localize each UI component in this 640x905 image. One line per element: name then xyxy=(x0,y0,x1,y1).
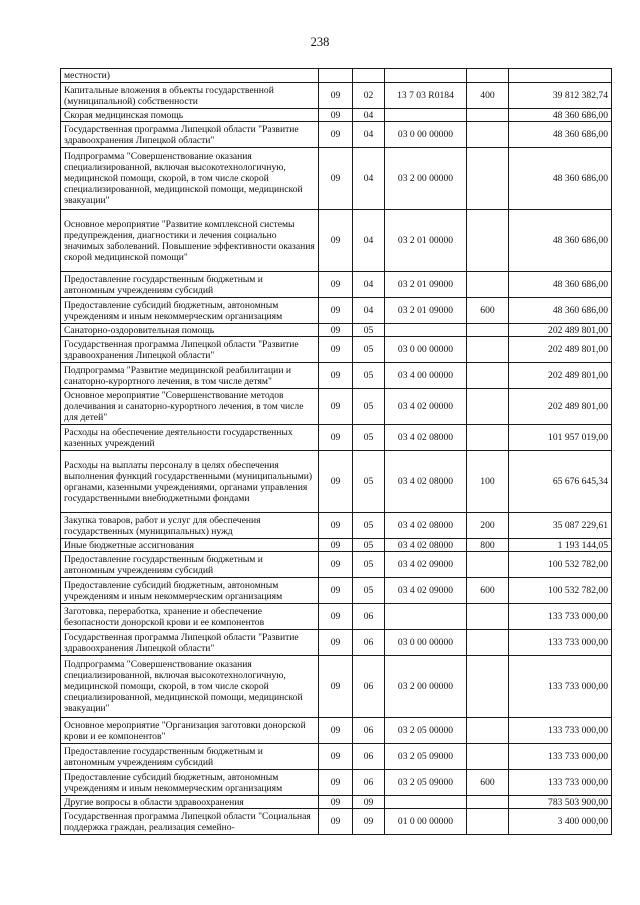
cell-section: 09 xyxy=(319,513,353,539)
cell-amount: 48 360 686,00 xyxy=(509,109,612,122)
table-row xyxy=(61,272,612,298)
cell-amount: 133 733 000,00 xyxy=(509,770,612,796)
cell-description: Основное мероприятие "Развитие комплексной системы предупреждения, диагностики и лечения социально значимых заболеваний. Повышение эффективности оказания скорой медицинской помощи" xyxy=(61,210,319,272)
cell-description: Закупка товаров, работ и услуг для обеспечения государственных (муниципальных) нужд xyxy=(61,513,319,539)
cell-description: Заготовка, переработка, хранение и обеспечение безопасности донорской крови и ее компонентов xyxy=(61,604,319,630)
cell-description: Основное мероприятие "Совершенствование методов долечивания и санаторно-курортного лечения, в том числе для детей" xyxy=(61,389,319,425)
cell-expense-type: 200 xyxy=(467,513,509,539)
cell-description: Государственная программа Липецкой области "Развитие здравоохранения Липецкой области" xyxy=(61,630,319,656)
cell-amount: 39 812 382,74 xyxy=(509,83,612,109)
cell-target-article: 03 2 01 00000 xyxy=(385,210,467,272)
cell-section: 09 xyxy=(319,656,353,718)
cell-amount: 783 503 900,00 xyxy=(509,796,612,809)
cell-amount: 202 489 801,00 xyxy=(509,363,612,389)
cell-expense-type: 600 xyxy=(467,298,509,324)
cell-target-article xyxy=(385,324,467,337)
cell-description: Государственная программа Липецкой области "Социальная поддержка граждан, реализация семейно- xyxy=(61,809,319,835)
cell-target-article: 03 2 01 09000 xyxy=(385,272,467,298)
cell-description: Подпрограмма "Совершенствование оказания специализированной, включая высокотехнологичную, медицинской помощи, скорой, в том числе скорой специализированной, медицинской помощи, медицинской эвакуации" xyxy=(61,148,319,210)
table-row xyxy=(61,363,612,389)
cell-subsection: 06 xyxy=(353,656,385,718)
cell-amount: 133 733 000,00 xyxy=(509,630,612,656)
cell-amount: 101 957 019,00 xyxy=(509,425,612,451)
cell-target-article: 01 0 00 00000 xyxy=(385,809,467,835)
cell-description: Предоставление государственным бюджетным и автономным учреждениям субсидий xyxy=(61,272,319,298)
cell-expense-type xyxy=(467,630,509,656)
cell-description: Подпрограмма "Совершенствование оказания специализированной, включая высокотехнологичную, медицинской помощи, скорой, в том числе скорой специализированной, медицинской помощи, медицинской эвакуации" xyxy=(61,656,319,718)
table-row xyxy=(61,718,612,744)
cell-amount: 65 676 645,34 xyxy=(509,451,612,513)
cell-expense-type xyxy=(467,425,509,451)
cell-amount: 133 733 000,00 xyxy=(509,656,612,718)
cell-description: Скорая медицинская помощь xyxy=(61,109,319,122)
cell-description: Предоставление государственным бюджетным и автономным учреждениям субсидий xyxy=(61,552,319,578)
cell-expense-type: 400 xyxy=(467,83,509,109)
cell-expense-type: 600 xyxy=(467,770,509,796)
cell-section: 09 xyxy=(319,83,353,109)
cell-subsection xyxy=(353,69,385,83)
cell-expense-type xyxy=(467,604,509,630)
cell-subsection: 05 xyxy=(353,552,385,578)
cell-description: Государственная программа Липецкой области "Развитие здравоохранения Липецкой области" xyxy=(61,122,319,148)
cell-target-article: 03 4 02 08000 xyxy=(385,513,467,539)
cell-subsection: 04 xyxy=(353,210,385,272)
cell-expense-type xyxy=(467,69,509,83)
cell-section: 09 xyxy=(319,578,353,604)
cell-amount: 35 087 229,61 xyxy=(509,513,612,539)
cell-section: 09 xyxy=(319,809,353,835)
cell-subsection: 05 xyxy=(353,425,385,451)
cell-target-article: 03 4 00 00000 xyxy=(385,363,467,389)
cell-amount: 100 532 782,00 xyxy=(509,578,612,604)
cell-subsection: 05 xyxy=(353,363,385,389)
cell-subsection: 06 xyxy=(353,744,385,770)
cell-description: Расходы на обеспечение деятельности государственных казенных учреждений xyxy=(61,425,319,451)
cell-description: Предоставление субсидий бюджетным, автономным учреждениям и иным некоммерческим организациям xyxy=(61,578,319,604)
table-row xyxy=(61,451,612,513)
cell-expense-type xyxy=(467,210,509,272)
cell-amount: 48 360 686,00 xyxy=(509,210,612,272)
cell-description: Основное мероприятие "Организация заготовки донорской крови и ее компонентов" xyxy=(61,718,319,744)
cell-expense-type xyxy=(467,552,509,578)
cell-target-article: 03 4 02 00000 xyxy=(385,389,467,425)
table-row xyxy=(61,656,612,718)
cell-target-article: 03 0 00 00000 xyxy=(385,337,467,363)
cell-target-article: 03 0 00 00000 xyxy=(385,630,467,656)
cell-expense-type xyxy=(467,324,509,337)
cell-target-article: 03 2 00 00000 xyxy=(385,148,467,210)
cell-amount: 202 489 801,00 xyxy=(509,337,612,363)
cell-expense-type: 600 xyxy=(467,578,509,604)
cell-section xyxy=(319,69,353,83)
cell-section: 09 xyxy=(319,363,353,389)
cell-target-article: 03 2 05 09000 xyxy=(385,744,467,770)
cell-amount xyxy=(509,69,612,83)
cell-section: 09 xyxy=(319,552,353,578)
cell-description: Другие вопросы в области здравоохранения xyxy=(61,796,319,809)
cell-section: 09 xyxy=(319,122,353,148)
cell-subsection: 06 xyxy=(353,770,385,796)
cell-subsection: 05 xyxy=(353,324,385,337)
cell-section: 09 xyxy=(319,796,353,809)
cell-subsection: 04 xyxy=(353,109,385,122)
cell-subsection: 04 xyxy=(353,122,385,148)
cell-subsection: 05 xyxy=(353,337,385,363)
cell-amount: 133 733 000,00 xyxy=(509,718,612,744)
budget-table xyxy=(60,68,612,835)
cell-amount: 48 360 686,00 xyxy=(509,122,612,148)
cell-description: Иные бюджетные ассигнования xyxy=(61,539,319,552)
table-row xyxy=(61,770,612,796)
table-row xyxy=(61,578,612,604)
table-row xyxy=(61,298,612,324)
cell-expense-type xyxy=(467,796,509,809)
cell-section: 09 xyxy=(319,425,353,451)
table-row xyxy=(61,122,612,148)
cell-description: Предоставление субсидий бюджетным, автономным учреждениям и иным некоммерческим организациям xyxy=(61,298,319,324)
table-row xyxy=(61,324,612,337)
page-number: 238 xyxy=(310,35,330,49)
cell-section: 09 xyxy=(319,272,353,298)
cell-subsection: 02 xyxy=(353,83,385,109)
cell-subsection: 04 xyxy=(353,298,385,324)
cell-description: Капитальные вложения в объекты государственной (муниципальной) собственности xyxy=(61,83,319,109)
cell-section: 09 xyxy=(319,744,353,770)
cell-target-article: 03 2 05 00000 xyxy=(385,718,467,744)
cell-amount: 133 733 000,00 xyxy=(509,744,612,770)
cell-subsection: 04 xyxy=(353,272,385,298)
cell-target-article: 13 7 03 R0184 xyxy=(385,83,467,109)
cell-expense-type xyxy=(467,656,509,718)
cell-subsection: 05 xyxy=(353,389,385,425)
table-row xyxy=(61,604,612,630)
cell-description: Предоставление субсидий бюджетным, автономным учреждениям и иным некоммерческим организациям xyxy=(61,770,319,796)
budget-table-body xyxy=(61,69,612,835)
cell-target-article: 03 2 05 09000 xyxy=(385,770,467,796)
table-row xyxy=(61,389,612,425)
cell-amount: 133 733 000,00 xyxy=(509,604,612,630)
cell-subsection: 06 xyxy=(353,718,385,744)
cell-expense-type xyxy=(467,389,509,425)
cell-expense-type xyxy=(467,809,509,835)
table-row xyxy=(61,69,612,83)
table-row xyxy=(61,744,612,770)
cell-subsection: 09 xyxy=(353,809,385,835)
cell-expense-type: 800 xyxy=(467,539,509,552)
cell-expense-type xyxy=(467,109,509,122)
cell-target-article: 03 4 02 08000 xyxy=(385,451,467,513)
cell-subsection: 05 xyxy=(353,513,385,539)
cell-target-article: 03 0 00 00000 xyxy=(385,122,467,148)
cell-target-article xyxy=(385,109,467,122)
table-row xyxy=(61,630,612,656)
cell-subsection: 06 xyxy=(353,630,385,656)
cell-subsection: 05 xyxy=(353,578,385,604)
cell-subsection: 05 xyxy=(353,451,385,513)
cell-section: 09 xyxy=(319,718,353,744)
cell-description: Подпрограмма "Развитие медицинской реабилитации и санаторно-курортного лечения, в том числе детям" xyxy=(61,363,319,389)
cell-amount: 48 360 686,00 xyxy=(509,148,612,210)
cell-expense-type xyxy=(467,272,509,298)
cell-section: 09 xyxy=(319,770,353,796)
table-row xyxy=(61,109,612,122)
cell-expense-type xyxy=(467,363,509,389)
cell-section: 09 xyxy=(319,148,353,210)
table-row xyxy=(61,83,612,109)
table-row xyxy=(61,148,612,210)
cell-section: 09 xyxy=(319,451,353,513)
table-row xyxy=(61,539,612,552)
table-row xyxy=(61,210,612,272)
cell-target-article xyxy=(385,69,467,83)
cell-subsection: 04 xyxy=(353,148,385,210)
cell-expense-type xyxy=(467,122,509,148)
cell-section: 09 xyxy=(319,298,353,324)
cell-amount: 48 360 686,00 xyxy=(509,272,612,298)
cell-target-article: 03 2 01 09000 xyxy=(385,298,467,324)
cell-expense-type xyxy=(467,744,509,770)
cell-section: 09 xyxy=(319,210,353,272)
cell-amount: 100 532 782,00 xyxy=(509,552,612,578)
cell-target-article: 03 4 02 08000 xyxy=(385,425,467,451)
table-row xyxy=(61,513,612,539)
cell-amount: 1 193 144,05 xyxy=(509,539,612,552)
table-row xyxy=(61,809,612,835)
cell-section: 09 xyxy=(319,630,353,656)
table-row xyxy=(61,796,612,809)
cell-subsection: 05 xyxy=(353,539,385,552)
cell-target-article: 03 4 02 08000 xyxy=(385,539,467,552)
cell-description: Государственная программа Липецкой области "Развитие здравоохранения Липецкой области" xyxy=(61,337,319,363)
cell-expense-type xyxy=(467,337,509,363)
cell-amount: 48 360 686,00 xyxy=(509,298,612,324)
cell-amount: 3 400 000,00 xyxy=(509,809,612,835)
cell-description: Расходы на выплаты персоналу в целях обеспечения выполнения функций государственными (муниципальными) органами, казенными учреждениями, органами управления государственными внебюджетными фондами xyxy=(61,451,319,513)
cell-description: Санаторно-оздоровительная помощь xyxy=(61,324,319,337)
cell-subsection: 09 xyxy=(353,796,385,809)
cell-section: 09 xyxy=(319,539,353,552)
cell-section: 09 xyxy=(319,324,353,337)
table-row xyxy=(61,552,612,578)
table-row xyxy=(61,425,612,451)
cell-section: 09 xyxy=(319,389,353,425)
cell-description: местности) xyxy=(61,69,319,83)
cell-section: 09 xyxy=(319,109,353,122)
cell-subsection: 06 xyxy=(353,604,385,630)
cell-expense-type xyxy=(467,718,509,744)
cell-target-article xyxy=(385,604,467,630)
cell-target-article: 03 4 02 09000 xyxy=(385,578,467,604)
cell-expense-type: 100 xyxy=(467,451,509,513)
cell-description: Предоставление государственным бюджетным и автономным учреждениям субсидий xyxy=(61,744,319,770)
cell-target-article: 03 4 02 09000 xyxy=(385,552,467,578)
table-row xyxy=(61,337,612,363)
cell-section: 09 xyxy=(319,604,353,630)
cell-amount: 202 489 801,00 xyxy=(509,389,612,425)
cell-target-article xyxy=(385,796,467,809)
cell-expense-type xyxy=(467,148,509,210)
cell-section: 09 xyxy=(319,337,353,363)
cell-target-article: 03 2 00 00000 xyxy=(385,656,467,718)
cell-amount: 202 489 801,00 xyxy=(509,324,612,337)
